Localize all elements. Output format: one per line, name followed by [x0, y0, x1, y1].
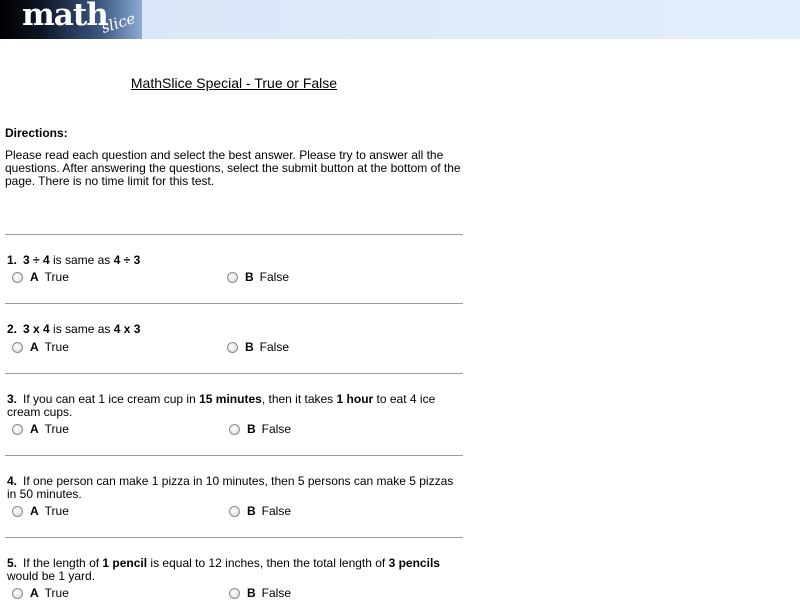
question-emphasis: 1 pencil: [102, 556, 148, 570]
radio-button[interactable]: [12, 588, 23, 599]
question-fragment: to eat 4 ice cream cups.: [7, 392, 436, 419]
page-title: MathSlice Special - True or False: [130, 75, 338, 91]
answer-option-b[interactable]: [227, 271, 289, 284]
option-letter: A: [30, 270, 39, 284]
question-fragment: is same as: [49, 322, 114, 336]
question-emphasis: 4 ÷ 3: [113, 253, 141, 267]
question-emphasis: 3 ÷ 4: [23, 253, 50, 267]
question-number: 1.: [7, 253, 18, 267]
radio-button[interactable]: [227, 272, 238, 283]
question-fragment: If you can eat 1 ice cream cup in: [23, 392, 200, 406]
option-letter: A: [30, 422, 39, 436]
answer-option-b[interactable]: [229, 505, 291, 518]
question-number: 5.: [7, 556, 18, 570]
option-label: False: [259, 270, 290, 284]
option-letter: B: [247, 422, 256, 436]
directions-label: Directions:: [5, 126, 68, 140]
question-divider: [5, 373, 463, 374]
question-emphasis: 3 pencils: [388, 556, 440, 570]
question-fragment: is same as: [49, 253, 114, 267]
option-label: True: [44, 586, 69, 600]
question-number: 2.: [7, 322, 18, 336]
answer-option-b[interactable]: [229, 587, 291, 600]
option-label: True: [44, 504, 69, 518]
question-divider: [5, 303, 463, 304]
question-fragment: If one person can make 1 pizza in 10 minutes, then 5 persons can make 5 pizzas in 50 minutes.: [7, 474, 454, 501]
option-letter: B: [247, 504, 256, 518]
question-fragment: If the length of: [23, 556, 103, 570]
option-letter: A: [30, 340, 39, 354]
question-emphasis: 4 x 3: [113, 322, 141, 336]
radio-button[interactable]: [12, 424, 23, 435]
answer-option-a[interactable]: [12, 587, 69, 600]
option-label: False: [261, 422, 292, 436]
mathslice-logo[interactable]: [0, 0, 142, 39]
question-number: 4.: [7, 474, 18, 488]
question-divider: [5, 455, 463, 456]
question-text: [7, 323, 463, 336]
option-letter: A: [30, 586, 39, 600]
answer-option-a[interactable]: [12, 341, 69, 354]
option-label: False: [259, 340, 290, 354]
question-emphasis: 15 minutes: [199, 392, 262, 406]
answer-option-b[interactable]: [227, 341, 289, 354]
answer-option-b[interactable]: [229, 423, 291, 436]
question-fragment: would be 1 yard.: [7, 569, 96, 583]
option-label: True: [44, 340, 69, 354]
question-emphasis: 3 x 4: [23, 322, 50, 336]
option-letter: B: [245, 340, 254, 354]
question-divider: [5, 234, 463, 235]
option-letter: A: [30, 504, 39, 518]
radio-button[interactable]: [12, 506, 23, 517]
question-text: [7, 557, 463, 583]
question-divider: [5, 537, 463, 538]
radio-button[interactable]: [229, 506, 240, 517]
option-label: False: [261, 586, 292, 600]
radio-button[interactable]: [12, 342, 23, 353]
directions-text: Please read each question and select the best answer. Please try to answer all the questions. After answering the questions, select the submit button at the bottom of the page. There is no time limit for this test.: [5, 148, 461, 188]
question-text: [7, 393, 463, 419]
logo-main-text: math: [22, 0, 108, 33]
option-letter: B: [245, 270, 254, 284]
option-letter: B: [247, 586, 256, 600]
option-label: False: [261, 504, 292, 518]
question-text: [7, 475, 463, 501]
radio-button[interactable]: [227, 342, 238, 353]
radio-button[interactable]: [12, 272, 23, 283]
question-text: [7, 254, 463, 267]
question-fragment: , then it takes: [261, 392, 337, 406]
logo-sub-text: slice: [99, 9, 138, 37]
answer-option-a[interactable]: [12, 505, 69, 518]
question-number: 3.: [7, 392, 18, 406]
option-label: True: [44, 422, 69, 436]
answer-option-a[interactable]: [12, 423, 69, 436]
answer-option-a[interactable]: [12, 271, 69, 284]
radio-button[interactable]: [229, 588, 240, 599]
question-fragment: is equal to 12 inches, then the total length of: [147, 556, 389, 570]
option-label: True: [44, 270, 69, 284]
radio-button[interactable]: [229, 424, 240, 435]
question-emphasis: 1 hour: [336, 392, 374, 406]
